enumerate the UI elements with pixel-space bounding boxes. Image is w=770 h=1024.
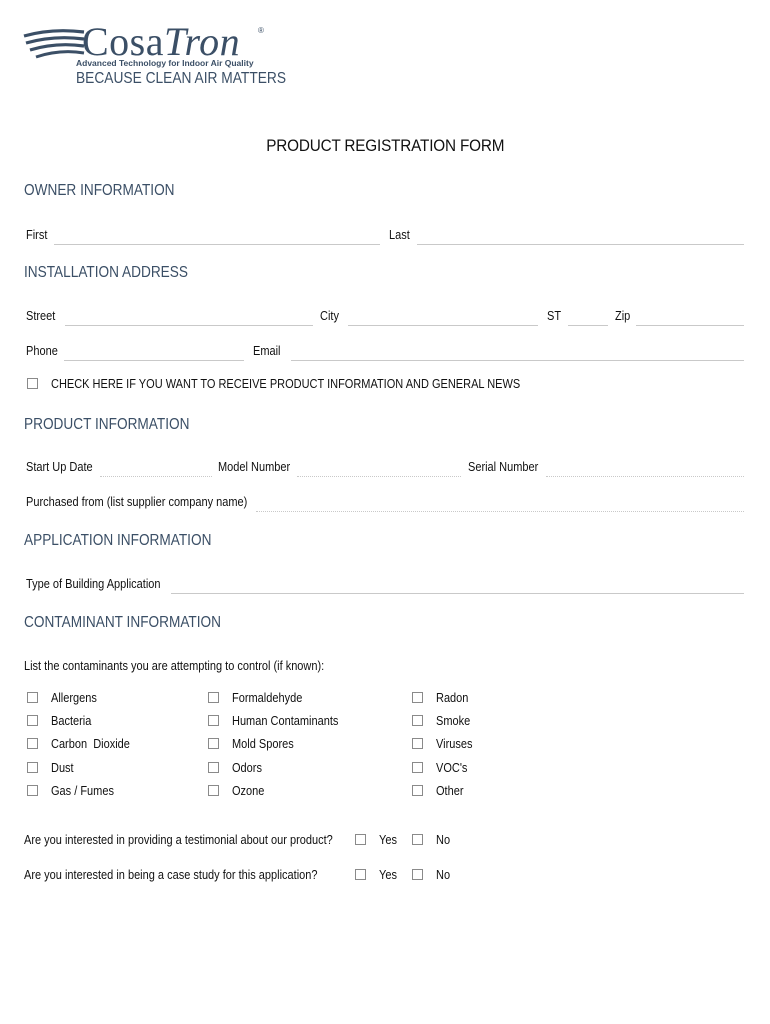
contaminant-label: VOC's (436, 761, 468, 775)
case-study-yes-label: Yes (379, 868, 397, 882)
contaminant-checkbox[interactable] (27, 785, 38, 796)
case-study-no-label: No (436, 868, 451, 882)
building-type-field[interactable] (171, 593, 744, 594)
street-label: Street (26, 309, 56, 323)
contaminant-checkbox[interactable] (27, 715, 38, 726)
contaminant-label: Smoke (436, 714, 471, 728)
contaminant-checkbox[interactable] (412, 692, 423, 703)
testimonial-no-label: No (436, 833, 451, 847)
street-field[interactable] (65, 325, 313, 326)
cosatron-logo (22, 19, 287, 92)
contaminant-checkbox[interactable] (208, 738, 219, 749)
contaminant-label: Odors (232, 761, 262, 775)
testimonial-question: Are you interested in providing a testimonial about our product? (24, 833, 333, 847)
contaminant-checkbox[interactable] (208, 715, 219, 726)
brand-tagline: Advanced Technology for Indoor Air Quality (76, 58, 254, 68)
city-field[interactable] (348, 325, 538, 326)
phone-field[interactable] (64, 360, 244, 361)
email-label: Email (253, 344, 281, 358)
model-number-label: Model Number (218, 460, 291, 474)
city-label: City (320, 309, 339, 323)
product-section-heading: PRODUCT INFORMATION (24, 416, 190, 433)
news-optin-label: CHECK HERE IF YOU WANT TO RECEIVE PRODUCT INFORMATION AND GENERAL NEWS (51, 377, 521, 391)
first-name-label: First (26, 228, 48, 242)
phone-label: Phone (26, 344, 58, 358)
contaminant-label: Bacteria (51, 714, 92, 728)
owner-section-heading: OWNER INFORMATION (24, 182, 175, 199)
contaminant-intro: List the contaminants you are attempting to control (if known): (24, 659, 325, 673)
application-section-heading: APPLICATION INFORMATION (24, 532, 212, 549)
contaminant-label: Viruses (436, 737, 473, 751)
zip-label: Zip (615, 309, 631, 323)
contaminant-label: Mold Spores (232, 737, 294, 751)
state-label: ST (547, 309, 562, 323)
contaminant-checkbox[interactable] (27, 692, 38, 703)
contaminant-checkbox[interactable] (27, 738, 38, 749)
contaminant-checkbox[interactable] (412, 762, 423, 773)
contaminant-label: Ozone (232, 784, 265, 798)
contaminant-checkbox[interactable] (412, 785, 423, 796)
first-name-field[interactable] (54, 244, 380, 245)
model-number-field[interactable] (297, 476, 461, 477)
state-field[interactable] (568, 325, 608, 326)
startup-date-label: Start Up Date (26, 460, 93, 474)
contaminant-checkbox[interactable] (412, 715, 423, 726)
testimonial-yes-checkbox[interactable] (355, 834, 366, 845)
form-title: PRODUCT REGISTRATION FORM (265, 136, 505, 155)
serial-number-field[interactable] (546, 476, 744, 477)
brand-wordmark: CosaTron (82, 19, 241, 64)
building-type-label: Type of Building Application (26, 577, 161, 591)
contaminant-label: Dust (51, 761, 74, 775)
contaminant-label: Carbon Dioxide (51, 737, 130, 751)
contaminant-label: Radon (436, 691, 469, 705)
purchased-from-field[interactable] (256, 511, 744, 512)
contaminant-section-heading: CONTAMINANT INFORMATION (24, 614, 222, 631)
case-study-yes-checkbox[interactable] (355, 869, 366, 880)
contaminant-label: Human Contaminants (232, 714, 339, 728)
email-field[interactable] (291, 360, 744, 361)
registered-mark: ® (258, 26, 264, 35)
contaminant-checkbox[interactable] (208, 785, 219, 796)
testimonial-yes-label: Yes (379, 833, 397, 847)
case-study-question: Are you interested in being a case study for this application? (24, 868, 318, 882)
contaminant-checkbox[interactable] (208, 762, 219, 773)
last-name-field[interactable] (417, 244, 744, 245)
last-name-label: Last (389, 228, 410, 242)
case-study-no-checkbox[interactable] (412, 869, 423, 880)
brand-slogan: BECAUSE CLEAN AIR MATTERS (76, 70, 287, 87)
testimonial-no-checkbox[interactable] (412, 834, 423, 845)
contaminant-label: Formaldehyde (232, 691, 303, 705)
news-optin-checkbox[interactable] (27, 378, 38, 389)
contaminant-label: Allergens (51, 691, 97, 705)
purchased-from-label: Purchased from (list supplier company name) (26, 495, 248, 509)
zip-field[interactable] (636, 325, 744, 326)
contaminant-checkbox[interactable] (412, 738, 423, 749)
contaminant-checkbox[interactable] (27, 762, 38, 773)
serial-number-label: Serial Number (468, 460, 539, 474)
contaminant-label: Gas / Fumes (51, 784, 114, 798)
startup-date-field[interactable] (100, 476, 212, 477)
contaminant-label: Other (436, 784, 464, 798)
air-swoosh-icon (22, 26, 86, 60)
address-section-heading: INSTALLATION ADDRESS (24, 264, 188, 281)
contaminant-checkbox[interactable] (208, 692, 219, 703)
